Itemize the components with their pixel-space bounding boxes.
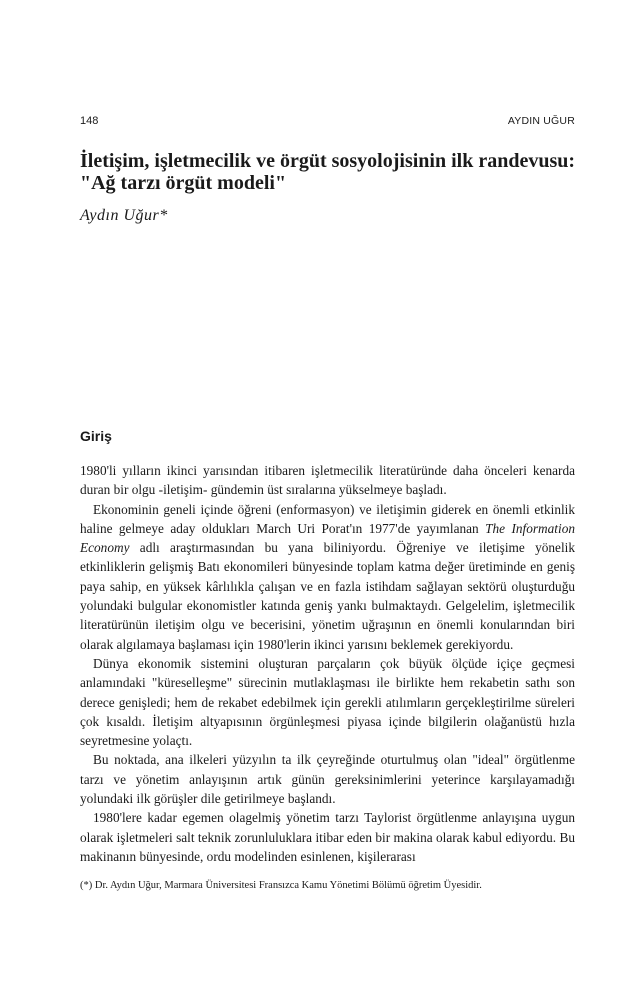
article-author: Aydın Uğur* (80, 207, 168, 224)
book-title: The Information Economy (80, 520, 575, 556)
section-heading: Giriş (80, 428, 112, 444)
paragraph-1: 1980'li yılların ikinci yarısından itibaren işletmecilik literatüründe daha önceleri kenarda duran bir olgu -iletişim- gündemin üst sıralarına yükselmeye başladı. (80, 463, 575, 498)
footnote: (*) Dr. Aydın Uğur, Marmara Üniversitesi Fransızca Kamu Yönetimi Bölümü öğretim Üyesidir. (80, 880, 482, 891)
running-head: AYDIN UĞUR (507, 115, 575, 127)
paragraph-4: Bu noktada, ana ilkeleri yüzyılın ta ilk çeyreğinde oturtulmuş olan "ideal" örgütlenme tarzı ve yönetim anlayışının artık günün gereksinimlerini yeterince karşılayamadığı yolundaki ilk görüşler dile getirilmeye başlandı. (80, 752, 575, 807)
article-title: İletişim, işletmecilik ve örgüt sosyolojisinin ilk randevusu: "Ağ tarzı örgüt modeli" (80, 150, 576, 194)
article-body (80, 461, 575, 866)
paragraph-3: Dünya ekonomik sistemini oluşturan parçaların çok büyük ölçüde içiçe geçmesi anlamındaki "küreselleşme" sürecinin mutlaklaşması ile birlikte hem rekabetin sathı son derece genişledi; hem de rekabet edebilmek için gerekli atılımların gerçekleştirilme süreleri çok kısaldı. İletişim altyapısının örgünleşmesi piyasa içinde bilgilerin olağanüstü hızla seyretmesine yolaçtı. (80, 655, 575, 749)
paragraph-2-text-a: Ekonominin geneli içinde öğreni (enformasyon) ve iletişimin giderek en önemli etkinlik haline gelmeye aday oldukları March Uri Porat'ın 1977'de yayımlanan (80, 501, 575, 536)
paragraph-2-text-b: adlı araştırmasından bu yana biliniyordu. Öğreniye ve iletişime yönelik etkinliklerin gelişmiş Batı ekonomileri bünyesinde toplam katma değer üretiminde en geniş paya sahip, en yüksek kârlılıkla çalışan ve en fazla istihdam sağlayan sektörü oluşturduğu yolundaki bulgular ekonomistler katında geniş yankı bulmaktaydı. Gelgelelim, işletmecilik literatürünün iletişim olgu ve becerisini, yönetim uğraşının en önemli konularından biri olarak algılamaya başlaması için 1980'lerin ikinci yarısını beklemek gerekiyordu. (80, 540, 575, 652)
paragraph-5: 1980'lere kadar egemen olagelmiş yönetim tarzı Taylorist örgütlenme anlayışına uygun olarak işletmeleri salt teknik zorunluluklara itibar eden bir makina olarak kabul ediyordu. Bu makinanın bünyesinde, ordu modelinden esinlenen, kişilerarası (80, 810, 575, 864)
page-number: 148 (80, 115, 99, 127)
paragraph-2 (80, 500, 575, 654)
